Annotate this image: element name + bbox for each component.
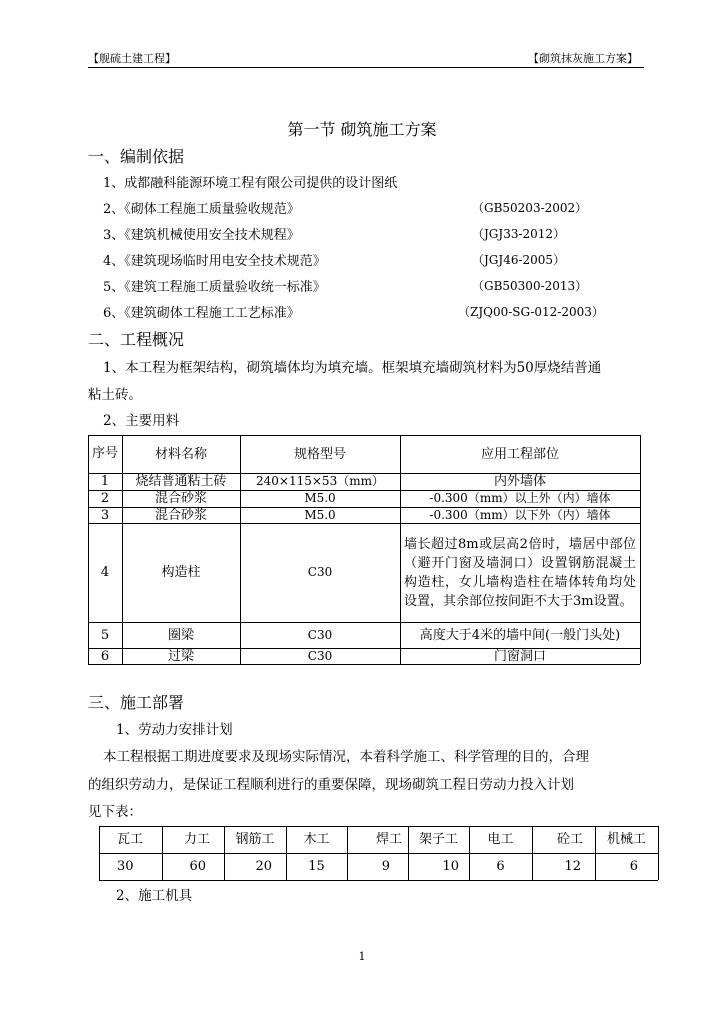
table-cell: 6: [100, 648, 110, 664]
labor-value: 9: [381, 859, 390, 874]
reference-code: （JGJ33-2012）: [472, 227, 566, 241]
overview-paragraph-line: 粘土砖。: [88, 387, 142, 403]
overview-paragraph-line: 1、本工程为框架结构，砌筑墙体均为填充墙。框架填充墙砌筑材料为50厚烧结普通: [103, 360, 602, 376]
labor-header: 机械工: [606, 832, 646, 847]
table-cell: 2: [100, 491, 110, 506]
labor-value: 30: [117, 859, 134, 874]
table-cell: C30: [307, 627, 333, 642]
labor-header: 力工: [183, 832, 210, 847]
header-right: 【砌筑抹灰施工方案】: [528, 52, 638, 65]
table-cell: 1: [100, 474, 110, 489]
labor-header: 架子工: [418, 832, 458, 847]
table-header: 材料名称: [154, 446, 207, 462]
header-rule: [88, 67, 644, 68]
labor-header: 木工: [303, 832, 330, 847]
header-left: 【舰硫土建工程】: [88, 52, 176, 65]
table-cell: 烧结普通粘土砖: [135, 474, 227, 489]
table-header: 序号: [91, 446, 118, 461]
table-cell: 过梁: [167, 648, 194, 664]
labor-subheading: 1、劳动力安排计划: [116, 722, 233, 738]
labor-value: 60: [189, 859, 206, 874]
labor-value: 20: [255, 859, 272, 874]
reference-item: 5、《建筑工程施工质量验收统一标准》: [103, 280, 326, 295]
table-cell: -0.300（mm）以上外（内）墙体: [429, 491, 611, 505]
labor-value: 12: [564, 859, 581, 874]
table-cell: 混合砂浆: [154, 507, 207, 523]
reference-code: （GB50203-2002）: [472, 201, 588, 215]
table-cell: 4: [100, 565, 110, 580]
table-cell: 5: [100, 627, 110, 643]
table-cell: 门窗洞口: [493, 648, 546, 664]
section1-heading: 一、编制依据: [88, 147, 185, 166]
section2-heading: 二、工程概况: [88, 330, 185, 349]
table-header: 规格型号: [293, 446, 346, 462]
section3-heading: 三、施工部署: [88, 693, 185, 712]
table-cell: 240×115×53（mm）: [256, 474, 384, 488]
labor-paragraph-line: 见下表：: [88, 804, 142, 820]
table-cell: 混合砂浆: [154, 491, 207, 506]
table-cell: 内外墙体: [493, 474, 546, 489]
labor-value: 10: [442, 859, 459, 874]
reference-code: （GB50300-2013）: [472, 279, 588, 293]
reference-item: 6、《建筑砌体工程施工工艺标准》: [103, 306, 300, 321]
labor-header: 砼工: [556, 832, 583, 847]
reference-item: 1、成都融科能源环境工程有限公司提供的设计图纸: [103, 176, 398, 191]
labor-header: 电工: [487, 832, 514, 847]
reference-item: 3、《建筑机械使用安全技术规程》: [103, 228, 300, 243]
table-cell: 3: [100, 507, 110, 523]
labor-value: 15: [308, 859, 325, 874]
labor-paragraph-line: 本工程根据工期进度要求及现场实际情况，本着科学施工、科学管理的目的，合理: [103, 749, 589, 765]
labor-header: 焊工: [375, 832, 402, 847]
reference-code: （ZJQ00-SG-012-2003）: [458, 305, 604, 319]
table-cell: 高度大于4米的墙中间(一般门头处): [419, 627, 621, 643]
table-cell: M5.0: [304, 491, 336, 505]
labor-paragraph-line: 的组织劳动力，是保证工程顺利进行的重要保障，现场砌筑工程日劳动力投入计划: [88, 777, 574, 793]
labor-value: 6: [629, 859, 638, 874]
materials-subheading: 2、主要用料: [103, 413, 180, 429]
reference-code: （JGJ46-2005）: [472, 253, 566, 267]
table-cell: C30: [307, 565, 333, 579]
equipment-subheading: 2、施工机具: [116, 888, 193, 904]
reference-item: 4、《建筑现场临时用电安全技术规范》: [103, 254, 326, 269]
labor-value: 6: [496, 859, 505, 874]
labor-header: 钢筋工: [235, 832, 275, 847]
page-number: 1: [358, 950, 366, 963]
table-cell: 圈梁: [167, 627, 194, 643]
table-cell: M5.0: [304, 507, 336, 522]
page-title: 第一节 砌筑施工方案: [287, 120, 437, 139]
reference-item: 2、《砌体工程施工质量验收规范》: [103, 202, 300, 217]
table-header: 应用工程部位: [480, 446, 559, 462]
labor-header: 瓦工: [117, 832, 144, 847]
table-cell: 构造柱: [161, 565, 201, 580]
table-cell: -0.300（mm）以下外（内）墙体: [429, 507, 611, 522]
table-cell: C30: [307, 648, 333, 663]
table-cell: 墙长超过8m或层高2倍时，墙居中部位（避开门窗及墙洞口）设置钢筋混凝土构造柱，女儿墙构造柱在墙体转角均处设置，其余部位按间距不大于3m设置。: [404, 536, 636, 609]
